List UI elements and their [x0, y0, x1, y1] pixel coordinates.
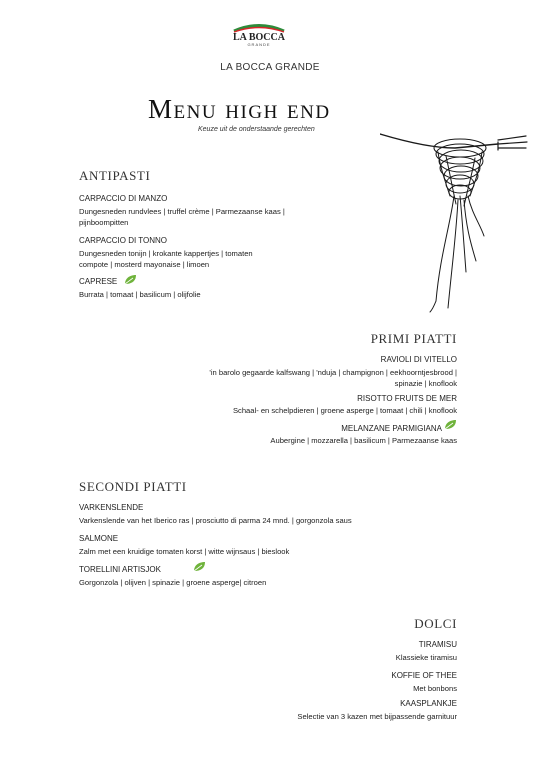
section-heading-primi: PRIMI PIATTI [370, 331, 457, 346]
menu-subtitle: Keuze uit de onderstaande gerechten [198, 126, 315, 133]
dish-name: VARKENSLENDE [79, 503, 144, 512]
dish-description: Met bonbons [413, 684, 457, 693]
dish-name: SALMONE [79, 534, 119, 543]
dish-description: Burrata | tomaat | basilicum | olijfolie [79, 290, 201, 299]
dish-description: Selectie van 3 kazen met bijpassende garnituur [297, 712, 457, 721]
section-heading-antipasti: ANTIPASTI [79, 168, 151, 183]
dish-name: CAPRESE [79, 277, 118, 286]
leaf-icon [193, 561, 206, 572]
dish-name: KOFFIE OF THEE [391, 671, 457, 680]
dish-description: 'in barolo gegaarde kalfswang | 'nduja | champignon | eekhoorntjesbrood | spinazie | knoflook [209, 368, 457, 388]
menu-title: Menu high end [148, 94, 331, 124]
section-heading-dolci: DOLCI [414, 616, 457, 631]
dish-name: CARPACCIO DI TONNO [79, 236, 168, 245]
dish-description: Zalm met een kruidige tomaten korst | witte wijnsaus | bieslook [79, 547, 290, 556]
dish-description: Schaal- en schelpdieren | groene asperge | tomaat | chili | knoflook [232, 406, 457, 415]
dish-name: KAASPLANKJE [400, 699, 457, 708]
dish-name: RAVIOLI DI VITELLO [380, 355, 457, 364]
dish-description: Gorgonzola | olijven | spinazie | groene asperge| citroen [79, 578, 267, 587]
dish-description: Dungesneden rundvlees | truffel crème | Parmezaanse kaas | pijnboompitten [79, 207, 285, 227]
dish-description: Dungesneden tonijn | krokante kappertjes | tomaten compote | mosterd mayonaise | limoen [79, 249, 253, 269]
dish-description: Klassieke tiramisu [395, 653, 457, 662]
restaurant-logo [230, 22, 288, 48]
logo-text: LA BOCCA [233, 32, 285, 43]
dish-name: TORELLINI ARTISJOK [79, 565, 161, 574]
dish-name: RISOTTO FRUITS DE MER [357, 394, 457, 403]
dish-description: Varkenslende van het Iberico ras | prosciutto di parma 24 mnd. | gorgonzola saus [79, 516, 352, 525]
leaf-icon [444, 419, 457, 430]
logo-subtext: GRANDE [247, 42, 271, 47]
dish-description: Aubergine | mozzarella | basilicum | Parmezaanse kaas [270, 436, 457, 445]
spaghetti-fork-illustration [380, 96, 530, 316]
section-heading-secondi: SECONDI PIATTI [79, 479, 187, 494]
dish-name: MELANZANE PARMIGIANA [341, 424, 442, 433]
dish-name: CARPACCIO DI MANZO [79, 194, 168, 203]
leaf-icon [124, 274, 137, 285]
restaurant-name: LA BOCCA GRANDE [220, 62, 320, 73]
dish-name: TIRAMISU [418, 640, 457, 649]
